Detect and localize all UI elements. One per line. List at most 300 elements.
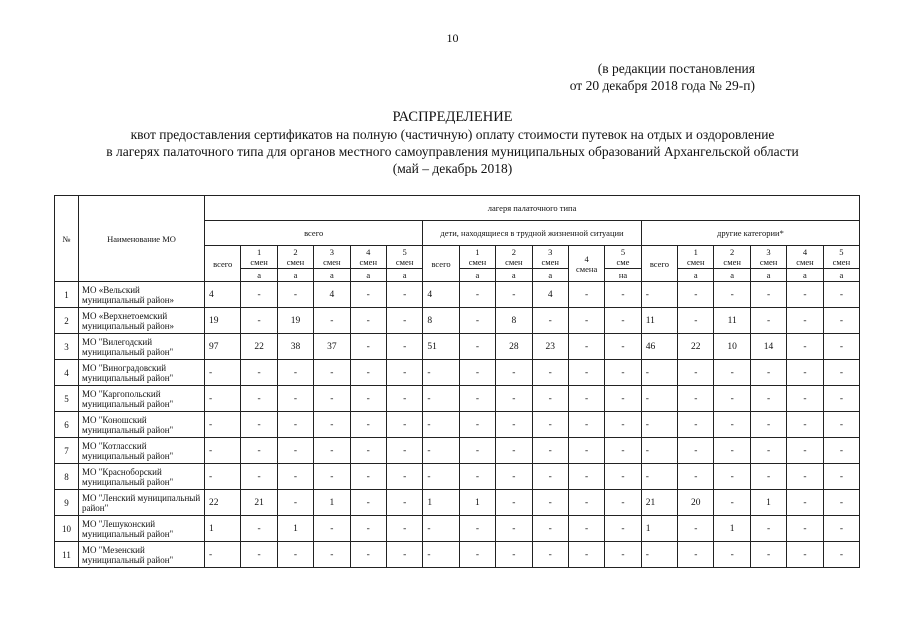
quota-value: - [714,542,750,568]
table-row [55,438,860,464]
mo-name: МО "Вилегодский муниципальный район" [79,334,205,360]
quota-value: - [750,464,786,490]
quota-value: - [678,438,714,464]
quota-value: - [350,490,386,516]
quota-value: - [641,412,677,438]
quota-value: - [568,360,604,386]
mo-name: МО "Мезенский муниципальный район" [79,542,205,568]
shift-label-suffix: а [714,269,750,282]
quota-value: - [350,516,386,542]
quota-value: - [823,360,860,386]
quota-value: 1 [205,516,241,542]
quota-value: - [641,282,677,308]
quota-value: - [350,412,386,438]
table-row [55,412,860,438]
shift-label-suffix: а [823,269,860,282]
quota-value: - [314,516,350,542]
quota-value: - [423,464,459,490]
table-row [55,308,860,334]
quota-value: - [568,516,604,542]
quota-value: - [750,412,786,438]
quota-value: - [241,386,277,412]
col-header-shift [350,246,386,269]
col-header-shift [750,246,786,269]
quota-value: - [641,438,677,464]
document-title [40,109,865,177]
quota-value: - [750,360,786,386]
shift-label: смен [250,257,268,267]
shift-number: 2 [730,247,735,257]
col-header-total: всего [205,246,241,282]
quota-value: - [386,360,422,386]
quota-value: - [641,464,677,490]
quota-value: - [496,412,532,438]
quota-value: 19 [277,308,313,334]
quota-value: - [823,516,860,542]
quota-value: - [241,282,277,308]
quota-value: 11 [641,308,677,334]
quota-value: - [714,464,750,490]
quota-value: - [605,412,641,438]
quota-value: - [605,308,641,334]
quota-value: - [496,438,532,464]
quota-value: - [787,360,823,386]
col-header-shift [714,246,750,269]
quota-value: - [205,360,241,386]
shift-label-suffix: а [241,269,277,282]
quota-value: - [641,386,677,412]
col-header-no: № [55,196,79,282]
quota-value: - [241,542,277,568]
quota-value: - [205,438,241,464]
quota-value: 22 [241,334,277,360]
quota-value: 8 [423,308,459,334]
quota-value: - [277,464,313,490]
shift-number: 4 [584,253,589,264]
quota-value: - [496,490,532,516]
quota-value: - [205,542,241,568]
mo-name: МО "Каргопольский муниципальный район" [79,386,205,412]
shift-label-suffix: а [532,269,568,282]
quota-value: - [568,464,604,490]
section-header: всего [205,221,423,246]
title-line-2: квот предоставления сертификатов на полную (частичную) оплату стоимости путевок на отдых и оздоровление [130,127,775,142]
col-header-shift [532,246,568,269]
col-header-shift [823,246,860,269]
quota-value: - [568,438,604,464]
quota-value: - [350,360,386,386]
shift-label: сме [616,257,630,267]
quota-value: 23 [532,334,568,360]
quota-value: - [314,308,350,334]
shift-number: 1 [256,247,262,257]
quota-value: - [678,308,714,334]
quota-value: - [241,412,277,438]
quota-value: - [605,490,641,516]
quota-value: - [386,464,422,490]
row-number: 5 [55,386,79,412]
quota-value: - [787,412,823,438]
quota-value: - [205,464,241,490]
mo-name: МО "Лешуконский муниципальный район" [79,516,205,542]
quota-value: - [459,360,495,386]
section-header: другие категории* [641,221,859,246]
shift-number: 3 [548,247,553,257]
quota-value: - [423,386,459,412]
shift-label-suffix: а [750,269,786,282]
quota-value: - [678,464,714,490]
quota-value: - [314,386,350,412]
quota-value: - [605,438,641,464]
quota-value: - [605,360,641,386]
quota-value: - [277,490,313,516]
quota-value: 97 [205,334,241,360]
quota-value: - [532,308,568,334]
quota-value: - [532,438,568,464]
table-row [55,464,860,490]
shift-number: 5 [402,247,407,257]
quota-value: - [350,308,386,334]
row-number: 11 [55,542,79,568]
mo-name: МО "Ленский муниципальный район" [79,490,205,516]
quota-value: 21 [641,490,677,516]
quota-value: - [823,542,860,568]
col-header-shift [568,246,604,282]
quota-value: - [386,542,422,568]
row-number: 6 [55,412,79,438]
quota-value: - [750,282,786,308]
quota-value: - [496,360,532,386]
quota-value: - [823,308,860,334]
shift-label: смен [468,257,487,267]
col-header-shift [277,246,313,269]
quota-value: - [496,464,532,490]
shift-label: смен [395,257,414,267]
quota-value: - [241,308,277,334]
shift-label-suffix: а [678,269,714,282]
quota-value: 1 [423,490,459,516]
col-header-total: всего [423,246,459,282]
col-header-name: Наименование МО [79,196,205,282]
quota-value: - [386,516,422,542]
quota-value: 19 [205,308,241,334]
quota-value: - [277,386,313,412]
quota-value: 28 [496,334,532,360]
quota-value: - [823,386,860,412]
table-body [55,282,860,568]
quota-value: - [641,542,677,568]
quota-value: - [459,386,495,412]
mo-name: МО "Виноградовский муниципальный район" [79,360,205,386]
quota-value: 10 [714,334,750,360]
quota-value: - [386,438,422,464]
shift-label: смен [687,257,705,267]
shift-label: смен [723,257,741,267]
quota-value: - [459,438,495,464]
quota-value: - [241,464,277,490]
quota-value: - [386,282,422,308]
quota-value: - [568,542,604,568]
col-header-shift [605,246,641,269]
quota-value: 4 [205,282,241,308]
quota-value: - [823,334,860,360]
quota-value: - [823,438,860,464]
quota-value: - [241,516,277,542]
quota-value: - [714,282,750,308]
quota-value: - [314,360,350,386]
shift-label: смен [505,257,523,267]
shift-label-suffix: а [314,269,350,282]
shift-number: 4 [366,247,371,257]
edition-note [570,60,755,94]
quota-value: - [241,438,277,464]
quota-value: - [496,516,532,542]
quota-value: - [314,412,350,438]
table-row [55,334,860,360]
quota-value: - [678,516,714,542]
quota-value: - [459,412,495,438]
quota-value: - [787,308,823,334]
quota-value: - [277,542,313,568]
quota-value: - [787,334,823,360]
quota-value: - [459,308,495,334]
shift-number: 2 [511,247,516,257]
quota-value: - [823,412,860,438]
quota-value: 37 [314,334,350,360]
quota-value: - [459,282,495,308]
col-header-shift [241,246,277,269]
mo-name: МО "Красноборский муниципальный район" [79,464,205,490]
quota-value: 4 [532,282,568,308]
quota-value: - [750,438,786,464]
table-row [55,386,860,412]
quota-value: - [605,516,641,542]
shift-number: 1 [693,247,698,257]
shift-number: 1 [475,247,480,257]
quota-value: - [423,438,459,464]
quota-value: - [314,542,350,568]
col-header-total: всего [641,246,677,282]
header-row [55,196,860,221]
quota-value: - [568,386,604,412]
quota-value: - [532,464,568,490]
quota-value: - [787,542,823,568]
row-number: 7 [55,438,79,464]
shift-label-suffix: а [496,269,532,282]
group-header: лагеря палаточного типа [205,196,860,221]
quota-value: - [423,516,459,542]
shift-label-suffix: на [605,269,641,282]
quota-value: - [823,464,860,490]
shift-label-suffix: а [459,269,495,282]
mo-name: МО «Верхнетоемский муниципальный район» [79,308,205,334]
quota-value: 4 [423,282,459,308]
quota-value: - [423,360,459,386]
col-header-shift [314,246,350,269]
row-number: 2 [55,308,79,334]
quota-value: - [678,282,714,308]
table-row [55,360,860,386]
quota-value: - [532,360,568,386]
shift-label: смен [359,257,377,267]
quota-value: - [532,412,568,438]
quota-value: - [386,490,422,516]
shift-number: 4 [802,247,808,257]
quota-value: 20 [678,490,714,516]
quota-value: - [459,464,495,490]
quota-value: - [350,542,386,568]
quota-value: - [423,542,459,568]
quota-value: 46 [641,334,677,360]
quota-value: - [605,386,641,412]
table-row [55,282,860,308]
quota-value: - [423,412,459,438]
shift-number: 2 [293,247,298,257]
quota-value: - [750,308,786,334]
quota-value: - [459,542,495,568]
quota-value: 1 [750,490,786,516]
mo-name: МО «Вельский муниципальный район» [79,282,205,308]
col-header-shift [459,246,495,269]
row-number: 9 [55,490,79,516]
quota-value: - [532,490,568,516]
col-header-shift [787,246,823,269]
mo-name: МО "Коношский муниципальный район" [79,412,205,438]
quota-value: 14 [750,334,786,360]
quota-value: - [568,412,604,438]
quota-value: - [241,360,277,386]
quota-value: - [350,282,386,308]
quota-value: - [568,334,604,360]
mo-name: МО "Котласский муниципальный район" [79,438,205,464]
quota-value: - [787,282,823,308]
edition-line-1: (в редакции постановления [597,61,755,76]
quota-value: - [314,438,350,464]
shift-label: смен [796,257,814,267]
quota-value: - [350,386,386,412]
shift-label-suffix: а [277,269,313,282]
quota-value: - [714,490,750,516]
row-number: 3 [55,334,79,360]
section-header: дети, находящиеся в трудной жизненной ситуации [423,221,641,246]
shift-label: смен [759,257,778,267]
quota-value: - [641,360,677,386]
quota-value: 22 [678,334,714,360]
quota-value: - [678,542,714,568]
quota-value: - [496,542,532,568]
quota-value: - [350,334,386,360]
quota-value: - [678,360,714,386]
quota-value: 21 [241,490,277,516]
row-number: 4 [55,360,79,386]
quota-value: - [459,516,495,542]
quota-value: - [823,282,860,308]
quota-value: 1 [714,516,750,542]
quota-value: - [496,282,532,308]
col-header-shift [386,246,422,269]
quota-value: 51 [423,334,459,360]
quota-value: 11 [714,308,750,334]
quota-value: - [787,438,823,464]
shift-number: 3 [329,247,334,257]
title-line-4: (май – декабрь 2018) [392,161,513,176]
row-number: 1 [55,282,79,308]
shift-number: 5 [620,247,626,257]
col-header-shift [678,246,714,269]
quota-value: - [386,308,422,334]
quota-value: - [459,334,495,360]
quota-value: 22 [205,490,241,516]
quota-value: - [386,334,422,360]
quota-value: - [714,438,750,464]
shift-label-suffix: а [350,269,386,282]
quota-value: - [787,490,823,516]
quota-value: - [205,386,241,412]
quota-table [54,195,860,568]
quota-value: - [532,542,568,568]
quota-value: - [568,308,604,334]
quota-value: - [750,516,786,542]
shift-label: смен [323,257,341,267]
quota-value: - [605,282,641,308]
quota-value: - [350,438,386,464]
shift-label-suffix: а [386,269,422,282]
quota-value: - [532,386,568,412]
shift-number: 5 [839,247,844,257]
quota-value: - [205,412,241,438]
table-row [55,516,860,542]
quota-value: - [605,464,641,490]
quota-value: - [277,412,313,438]
edition-line-2: от 20 декабря 2018 года № 29-п) [569,78,755,93]
quota-value: - [314,464,350,490]
quota-value: - [750,386,786,412]
quota-value: - [714,386,750,412]
quota-value: 4 [314,282,350,308]
row-number: 8 [55,464,79,490]
quota-value: - [605,542,641,568]
quota-value: - [386,386,422,412]
quota-value: - [714,360,750,386]
col-header-shift [496,246,532,269]
table-row [55,490,860,516]
quota-value: - [568,282,604,308]
quota-value: 38 [277,334,313,360]
quota-value: - [750,542,786,568]
table-header [55,196,860,282]
quota-value: - [787,516,823,542]
quota-value: - [496,386,532,412]
quota-value: - [277,360,313,386]
quota-value: - [823,490,860,516]
shift-label-suffix: а [787,269,823,282]
quota-value: - [787,386,823,412]
quota-value: 1 [314,490,350,516]
shift-number: 3 [766,247,771,257]
title-line-3: в лагерях палаточного типа для органов местного самоуправления муниципальных образований Архангельской области [106,144,799,159]
quota-value: - [350,464,386,490]
quota-value: - [277,438,313,464]
row-number: 10 [55,516,79,542]
quota-value: - [277,282,313,308]
quota-value: - [678,386,714,412]
quota-value: - [787,464,823,490]
table-row [55,542,860,568]
quota-value: - [605,334,641,360]
quota-value: - [714,412,750,438]
quota-value: - [568,490,604,516]
shift-label: смен [832,257,851,267]
